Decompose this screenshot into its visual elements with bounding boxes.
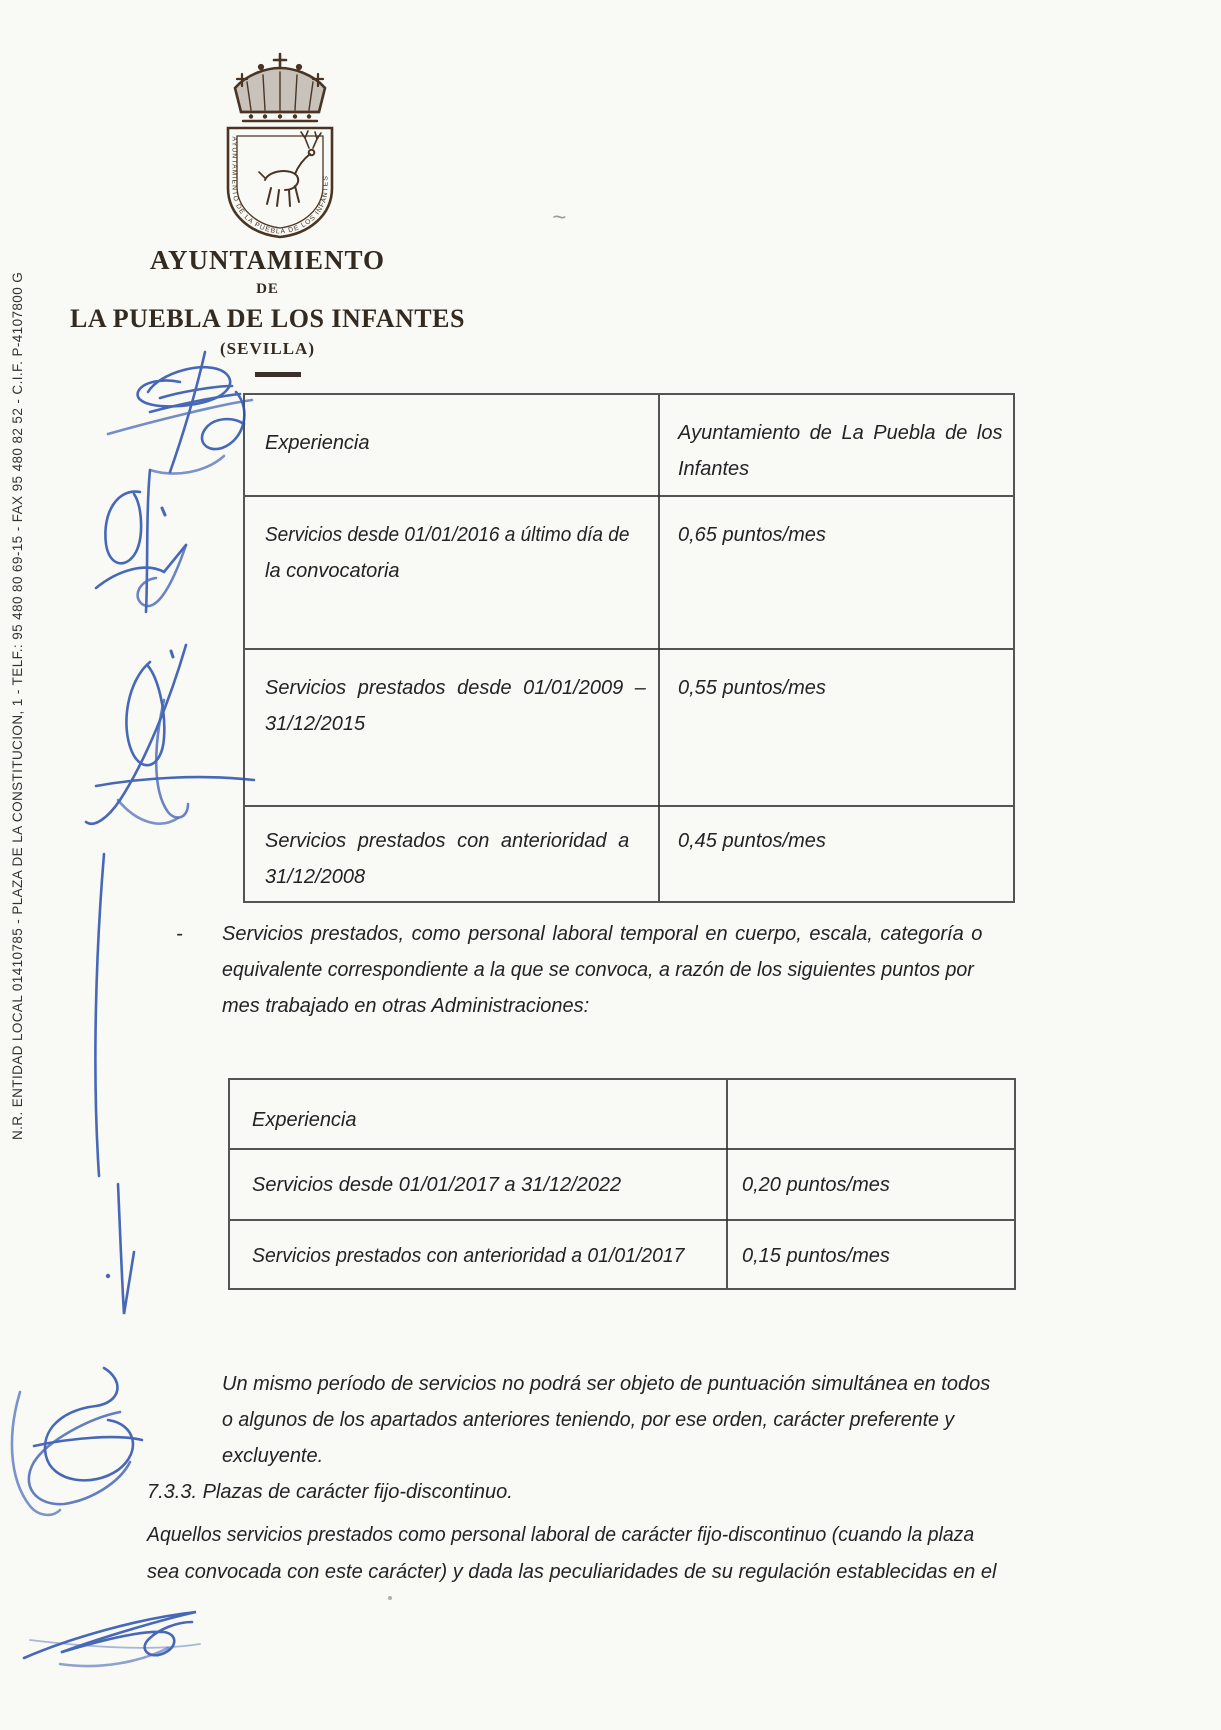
signature-scribble-5 [12, 1368, 142, 1515]
cell-text: 31/12/2015 [265, 713, 366, 735]
paragraph-line: o algunos de los apartados anteriores teniendo, por ese orden, carácter preferente y [222, 1409, 955, 1431]
scan-speck [388, 1596, 392, 1600]
cell-text: Ayuntamiento de La Puebla de los [678, 422, 1003, 444]
scan-artifact-tilde: ~ [552, 204, 567, 231]
coat-of-arms [195, 48, 365, 248]
cell-text: Servicios prestados desde 01/01/2009 – [265, 677, 646, 699]
table-cell [245, 395, 658, 495]
heading-text: 7.3.3. Plazas de carácter fijo-discontinuo. [147, 1481, 513, 1503]
section-heading-733 [147, 1474, 1047, 1510]
table-cell [728, 1221, 1014, 1290]
cell-text: Servicios prestados con anterioridad a 01/01/2017 [252, 1244, 685, 1267]
table-cell [230, 1150, 726, 1219]
table-cell [245, 650, 658, 805]
table-cell [660, 497, 1013, 648]
emblem-arc-text: AYUNTAMIENTO DE LA PUEBLA DE LOS INFANTES [230, 136, 330, 236]
table-cell [660, 807, 1013, 901]
paragraph-line: Servicios prestados, como personal laboral temporal en cuerpo, escala, categoría o [222, 923, 983, 945]
cell-text: Experiencia [252, 1109, 357, 1131]
municipal-experience-table [243, 393, 1015, 903]
table-cell [728, 1080, 1014, 1148]
paragraph-line: equivalente correspondiente a la que se convoca, a razón de los siguientes puntos por [222, 959, 974, 981]
signature-scribble-2 [96, 470, 186, 612]
table-cell [245, 807, 658, 901]
shield-icon [228, 128, 332, 237]
cell-text: Servicios prestados con anterioridad a [265, 830, 630, 852]
cell-text: 0,15 puntos/mes [742, 1244, 890, 1267]
cell-text: Experiencia [265, 432, 370, 454]
table-cell [230, 1080, 726, 1148]
signature-scribble-1 [108, 352, 252, 474]
crown-icon [235, 54, 325, 121]
table-cell [245, 497, 658, 648]
org-name-line2: DE [256, 281, 279, 297]
table-cell [230, 1221, 726, 1290]
table-cell [728, 1150, 1014, 1219]
paragraph-simultaneous-scoring [222, 1366, 1042, 1474]
cell-text: Servicios desde 01/01/2017 a 31/12/2022 [252, 1173, 622, 1196]
list-dash-marker: - [176, 923, 183, 945]
cell-text: Servicios desde 01/01/2016 a último día de [265, 524, 630, 546]
table-cell [660, 395, 1013, 495]
paragraph-line: sea convocada con este carácter) y dada las peculiaridades de su regulación establecidas en el [147, 1561, 997, 1583]
paragraph-line: excluyente. [222, 1445, 324, 1467]
cell-text: 0,55 puntos/mes [678, 677, 826, 699]
cell-text: 31/12/2008 [265, 866, 366, 888]
paragraph-fijo-discontinuo [147, 1517, 1077, 1591]
cell-text: 0,45 puntos/mes [678, 830, 826, 852]
org-province: (SEVILLA) [220, 339, 315, 358]
vertical-registration-text: N.R. ENTIDAD LOCAL 01410785 - PLAZA DE LA CONSTITUCION, 1 - TELF.: 95 480 80 69-15 - FAX 95 480 82 52 - C.I.F. P-4107800 G [10, 271, 25, 1140]
signature-scribble-4 [95, 854, 134, 1314]
cell-text: Infantes [678, 458, 750, 480]
paragraph-line: Un mismo período de servicios no podrá ser objeto de puntuación simultánea en todos [222, 1373, 991, 1395]
table-cell [660, 650, 1013, 805]
other-admin-experience-table [228, 1078, 1016, 1290]
org-name-line3: LA PUEBLA DE LOS INFANTES [70, 304, 465, 333]
org-name-line1: AYUNTAMIENTO [149, 245, 386, 275]
cell-text: 0,20 puntos/mes [742, 1173, 890, 1196]
organization-header [55, 244, 480, 362]
deer-icon [259, 131, 321, 206]
paragraph-line: Aquellos servicios prestados como personal laboral de carácter fijo-discontinuo (cuando la plaza [147, 1524, 975, 1546]
signature-scribble-6 [24, 1612, 200, 1666]
header-rule [255, 372, 301, 377]
paragraph-other-administrations [222, 916, 1042, 1024]
cell-text: 0,65 puntos/mes [678, 524, 826, 546]
paragraph-line: mes trabajado en otras Administraciones: [222, 995, 590, 1017]
cell-text: la convocatoria [265, 560, 400, 582]
signature-scribble-3 [86, 645, 254, 824]
